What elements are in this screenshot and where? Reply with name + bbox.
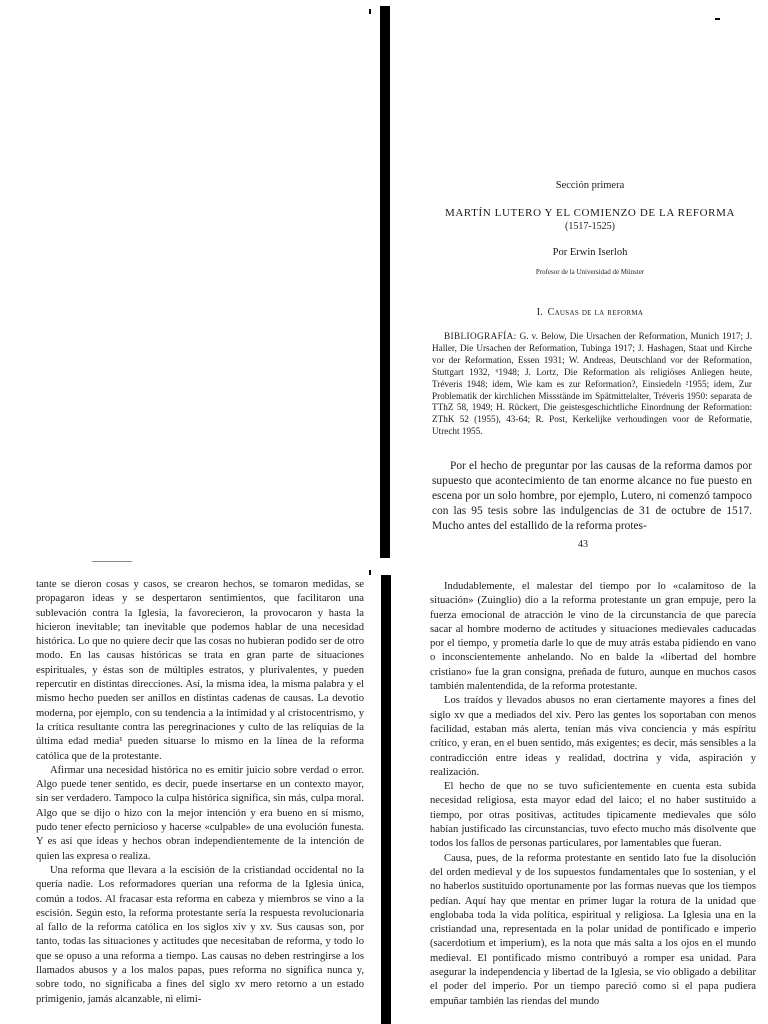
bibliography [432,331,752,438]
author-name: Por Erwin Iserloh [552,247,628,258]
section-label: Sección primera [555,180,625,191]
paragraph: Causa, pues, de la reforma protestante en sentido lato fue la disolución del orden medieval y de los supuestos fundamentales que lo sostenían, y el no haberlos sustituido oportunamente por las formas nuevas que los tiempos pedían. Aquí hay que mentar en primer lugar la rotura de la unidad que englobaba toda la vida política, espiritual y religiosa. La Iglesia una en la cristiandad una, representada en la polar unidad de pontificado e imperio (sacerdotium et imperium), es la nota que más salta a los ojos en el mundo medieval. El pontificado mismo contribuyó a romper esa unidad. Para asegurar la independencia y libertad de la Iglesia, se vio obligado a debilitar el poder del imperio. Por un tiempo pareció como si el papa pudiera empuñar también las riendas del mundo [430,852,756,1007]
bibliography-label: BIBLIOGRAFÍA: [444,331,517,341]
chapter-title-text: MARTÍN LUTERO Y EL COMIENZO DE LA REFORMA [444,207,736,219]
page-number: 43 [578,539,588,550]
paragraph: Indudablemente, el malestar del tiempo por lo «calamitoso de la situación» (Zuinglio) dio a la reforma protestante un gran empuje, pero la fuerza emocional de atracción le vino de la circunstancia de que parecía sacar al hombre moderno de actitudes y situaciones medievales caducadas por el tiempo, y prometía darle lo que de muy atrás estaba pidiendo en vano o inconscientemente anhelando. No en balde la «libertad del hombre cristiano» fue la gran consigna, preñada de futuro, aunque en muchos casos también malentendida, de la reforma protestante. [430,581,756,693]
intro-paragraph: Por el hecho de preguntar por las causas de la reforma damos por supuesto que acontecimiento de tan enorme alcance no fue puesto en escena por un solo hombre, por ejemplo, Lutero, ni comenzó tampoco con las 95 tesis sobre las indulgencias de 31 de octubre de 1517. Mucho antes del estallido de la reforma protes- [432,460,752,533]
book-gutter-shadow-top [380,6,390,558]
paragraph: El hecho de que no se tuvo suficientemente en cuenta esta subida necesidad religiosa, esta mayor edad del laico; el no haber sustituido a tiempo, por otras positivas, actitudes típicamente medievales que sólo habían justificado las circunstancias, tuvo efecto mucho más disolvente que todos los fallos de personas particulares, por lamentables que fueran. [430,781,756,850]
section-title: Causas de la reforma [547,307,644,318]
paragraph: Los traídos y llevados abusos no eran ciertamente mayores a fines del siglo xv que a mediados del xiv. Pero las gentes los soportaban con menos facilidad, estaban más alerta, tenían más viva conciencia y más espíritu crítico, y eran, en el buen sentido, más exigentes; es decir, más sensibles a la contradicción entre ideas y realidad, doctrina y vida, aspiración y realización. [430,695,756,778]
chapter-years: (1517-1525) [565,221,615,232]
paragraph: tante se dieron cosas y casos, se crearon hechos, se tomaron medidas, se propagaron ideas y se despertaron sentimientos, que facilitaron una sublevación contra la Iglesia, la favorecieron, la provocaron y hasta la hicieron inevitable; tan inevitable que podemos hablar de una necesidad histórica. Lo que no quiere decir que las cosas no hubieran podido ser de otro modo. En las causas históricas se trata en gran parte de situaciones espirituales, y éstas son de múltiples estratos, y plurivalentes, y pueden repercutir en distintas direcciones. Así, la misma idea, la misma palabra y el mismo hecho pueden ser anillos en distintas cadenas de causas. La devotio moderna, por ejemplo, con su tendencia a la intimidad y al cristocentrismo, y la crítica resultante contra las peregrinaciones y culto de las reliquias de la última edad media¹ pueden situarse lo mismo en la línea de la reforma católica que de la protestante. [36,579,365,762]
book-gutter-shadow-bottom [381,575,391,1024]
section-number: I. [536,307,543,318]
left-column [36,578,364,1007]
paragraph: Afirmar una necesidad histórica no es emitir juicio sobre verdad o error. Algo puede tener sentido, es decir, puede insertarse en un contexto mayor, sin ser verdadero. Tampoco la culpa histórica significa, sin más, culpa moral. Algo que se dijo o hizo con la mejor intención y era bueno en sí mismo, pudo tener efecto pernicioso y hacerse «culpable» de una evolución funesta. Y es así que ideas y hechos obran independientemente de la intención de quien las expresa o realiza. [36,764,364,862]
bibliography-text: G. v. Below, Die Ursachen der Reformation, Munich 1917; J. Haller, Die Ursachen der Reformation, Tubinga 1917; J. Hashagen, Staat und Kirche vor der Reformation, Essen 1931; W. Andreas, Deutschland vor der Reformation, Stuttgart 1932, ⁶1948; J. Lortz, Die Reformation als religiöses Anliegen heute, Tréveris 1948; idem, Wie kam es zur Reformation?, Einsiedeln ²1955; idem, Zur Problematik der kirchlichen Missstände im Spätmittelalter, Tréveris 1950: separata de TThZ 58, 1949; H. Rückert, Die geistesgeschichtliche Einordnung der Reformation: ZThK 52 (1955), 43-64; R. Post, Kerkelijke verhoudingen voor de Reformatie, Utrecht 1955. [432,331,753,437]
right-column [430,580,756,1009]
chapter-title [425,206,755,234]
paragraph: Una reforma que llevara a la escisión de la cristiandad occidental no la quería nadie. Los reformadores querían una reforma de la Iglesia única, común a todos. Al fracasar esta reforma en cabeza y miembros se vino a la escisión. Según esto, la reforma protestante sería la respuesta revolucionaria al fallo de la reforma católica en los siglos xiv y xv. Sus causas son, por tanto, todas las situaciones y actitudes que necesitaban de reforma, y todo lo que se opuso a una reforma a tiempo. Las causas no deben restringirse a los llamados abusos y a los malos papas, pues reforma no significa nunca y, sobre todo, no significaba a fines del siglo xv mero retorno a un estado primigenio, jamás alcanzable, ni elimi- [36,864,364,1005]
section-heading [425,307,755,318]
author-affiliation: Profesor de la Universidad de Münster [535,268,645,276]
scan-speck [92,561,132,562]
scan-speck [369,570,371,575]
scan-speck [369,9,371,14]
scan-speck [715,18,720,20]
